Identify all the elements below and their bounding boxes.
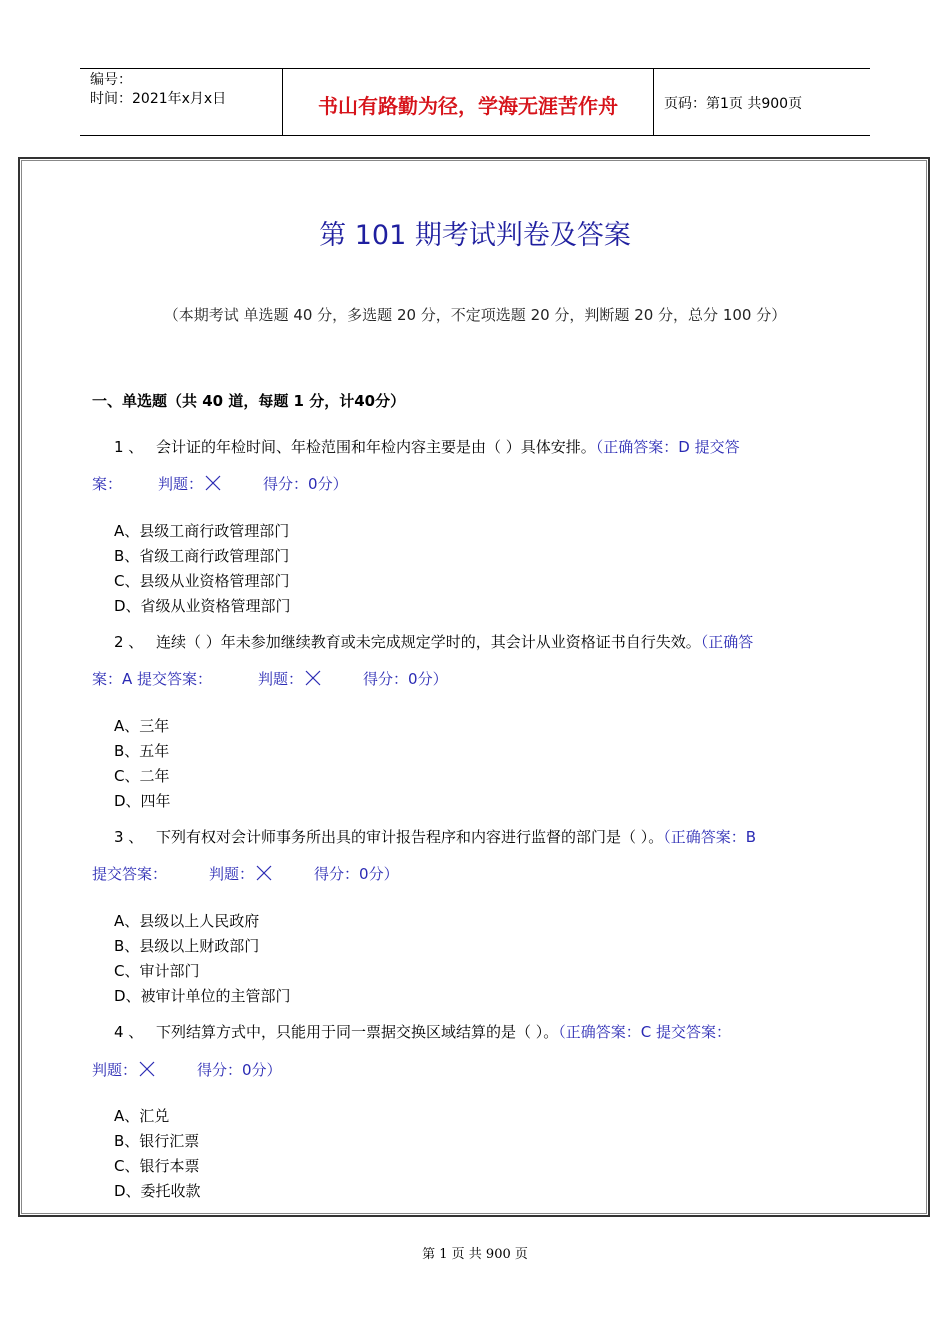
wrong-mark-icon	[139, 1061, 155, 1077]
judge-label: 判题：	[258, 670, 304, 688]
answer-meta: （正确答案：B	[663, 828, 757, 846]
header-motto: 书山有路勤为径，学海无涯苦作舟	[318, 94, 618, 118]
question-2-result	[92, 668, 448, 690]
question-1-option-b: B、省级工商行政管理部门	[114, 547, 290, 565]
exam-title: 第 101 期考试判卷及答案	[319, 220, 631, 251]
question-3-result	[92, 863, 399, 885]
wrong-mark-icon	[205, 475, 221, 491]
header-info-cell	[80, 69, 282, 135]
question-4-option-d: D、委托收款	[114, 1182, 201, 1200]
section-title-single-choice: 一、单选题（共 40 道，每题 1 分，计40分）	[92, 392, 406, 410]
question-4-result	[92, 1059, 282, 1081]
document-date: 时间：2021年x月x日	[90, 91, 227, 107]
answer-meta-continued: 案：	[92, 475, 123, 493]
question-4-stem	[114, 1021, 731, 1043]
header-page-info: 页码：第1页 共900页	[664, 96, 803, 112]
wrong-mark-icon	[256, 865, 272, 881]
question-1-stem	[114, 436, 740, 458]
judge-label: 判题：	[158, 475, 204, 493]
answer-meta-continued: 提交答案：	[92, 865, 168, 883]
question-1-option-d: D、省级从业资格管理部门	[114, 597, 291, 615]
answer-meta: （正确答案：C 提交答案：	[558, 1023, 732, 1041]
exam-score-summary: （本期考试 单选题 40 分，多选题 20 分，不定项选题 20 分，判断题 20 分，总分 100 分）	[163, 306, 787, 324]
question-text: 会计证的年检时间、年检范围和年检内容主要是由（ ）具体安排。	[156, 438, 596, 456]
score-label: 得分：0分）	[263, 475, 348, 493]
wrong-mark-icon	[305, 670, 321, 686]
question-4-option-a: A、汇兑	[114, 1107, 170, 1125]
answer-meta: （正确答	[700, 633, 754, 651]
question-2-option-b: B、五年	[114, 742, 170, 760]
judge-label: 判题：	[92, 1061, 138, 1079]
question-number: 2 、	[114, 633, 144, 651]
score-label: 得分：0分）	[197, 1061, 282, 1079]
question-1-result	[92, 473, 348, 495]
answer-meta: （正确答案：D 提交答	[595, 438, 740, 456]
question-4-option-b: B、银行汇票	[114, 1132, 200, 1150]
question-text: 下列有权对会计师事务所出具的审计报告程序和内容进行监督的部门是（ ）。	[156, 828, 664, 846]
question-4-option-c: C、银行本票	[114, 1157, 200, 1175]
question-1-option-a: A、县级工商行政管理部门	[114, 522, 290, 540]
question-3-stem	[114, 826, 756, 848]
question-3-option-b: B、县级以上财政部门	[114, 937, 260, 955]
answer-meta-continued: 案：A 提交答案：	[92, 670, 213, 688]
question-number: 3 、	[114, 828, 144, 846]
document-header	[80, 68, 870, 136]
score-label: 得分：0分）	[314, 865, 399, 883]
score-label: 得分：0分）	[363, 670, 448, 688]
question-text: 连续（ ）年未参加继续教育或未完成规定学时的，其会计从业资格证书自行失效。	[156, 633, 701, 651]
question-2-option-c: C、二年	[114, 767, 170, 785]
question-2-option-d: D、四年	[114, 792, 171, 810]
question-3-option-c: C、审计部门	[114, 962, 200, 980]
judge-label: 判题：	[209, 865, 255, 883]
question-3-option-a: A、县级以上人民政府	[114, 912, 260, 930]
header-motto-cell	[282, 69, 654, 135]
header-page-cell	[654, 69, 870, 135]
question-text: 下列结算方式中，只能用于同一票据交换区域结算的是（ ）。	[156, 1023, 559, 1041]
question-3-option-d: D、被审计单位的主管部门	[114, 987, 291, 1005]
document-number-label: 编号：	[90, 72, 132, 88]
question-2-option-a: A、三年	[114, 717, 170, 735]
question-1-option-c: C、县级从业资格管理部门	[114, 572, 290, 590]
question-number: 1 、	[114, 438, 144, 456]
question-number: 4 、	[114, 1023, 144, 1041]
page-footer: 第 1 页 共 900 页	[422, 1247, 528, 1262]
question-2-stem	[114, 631, 753, 653]
